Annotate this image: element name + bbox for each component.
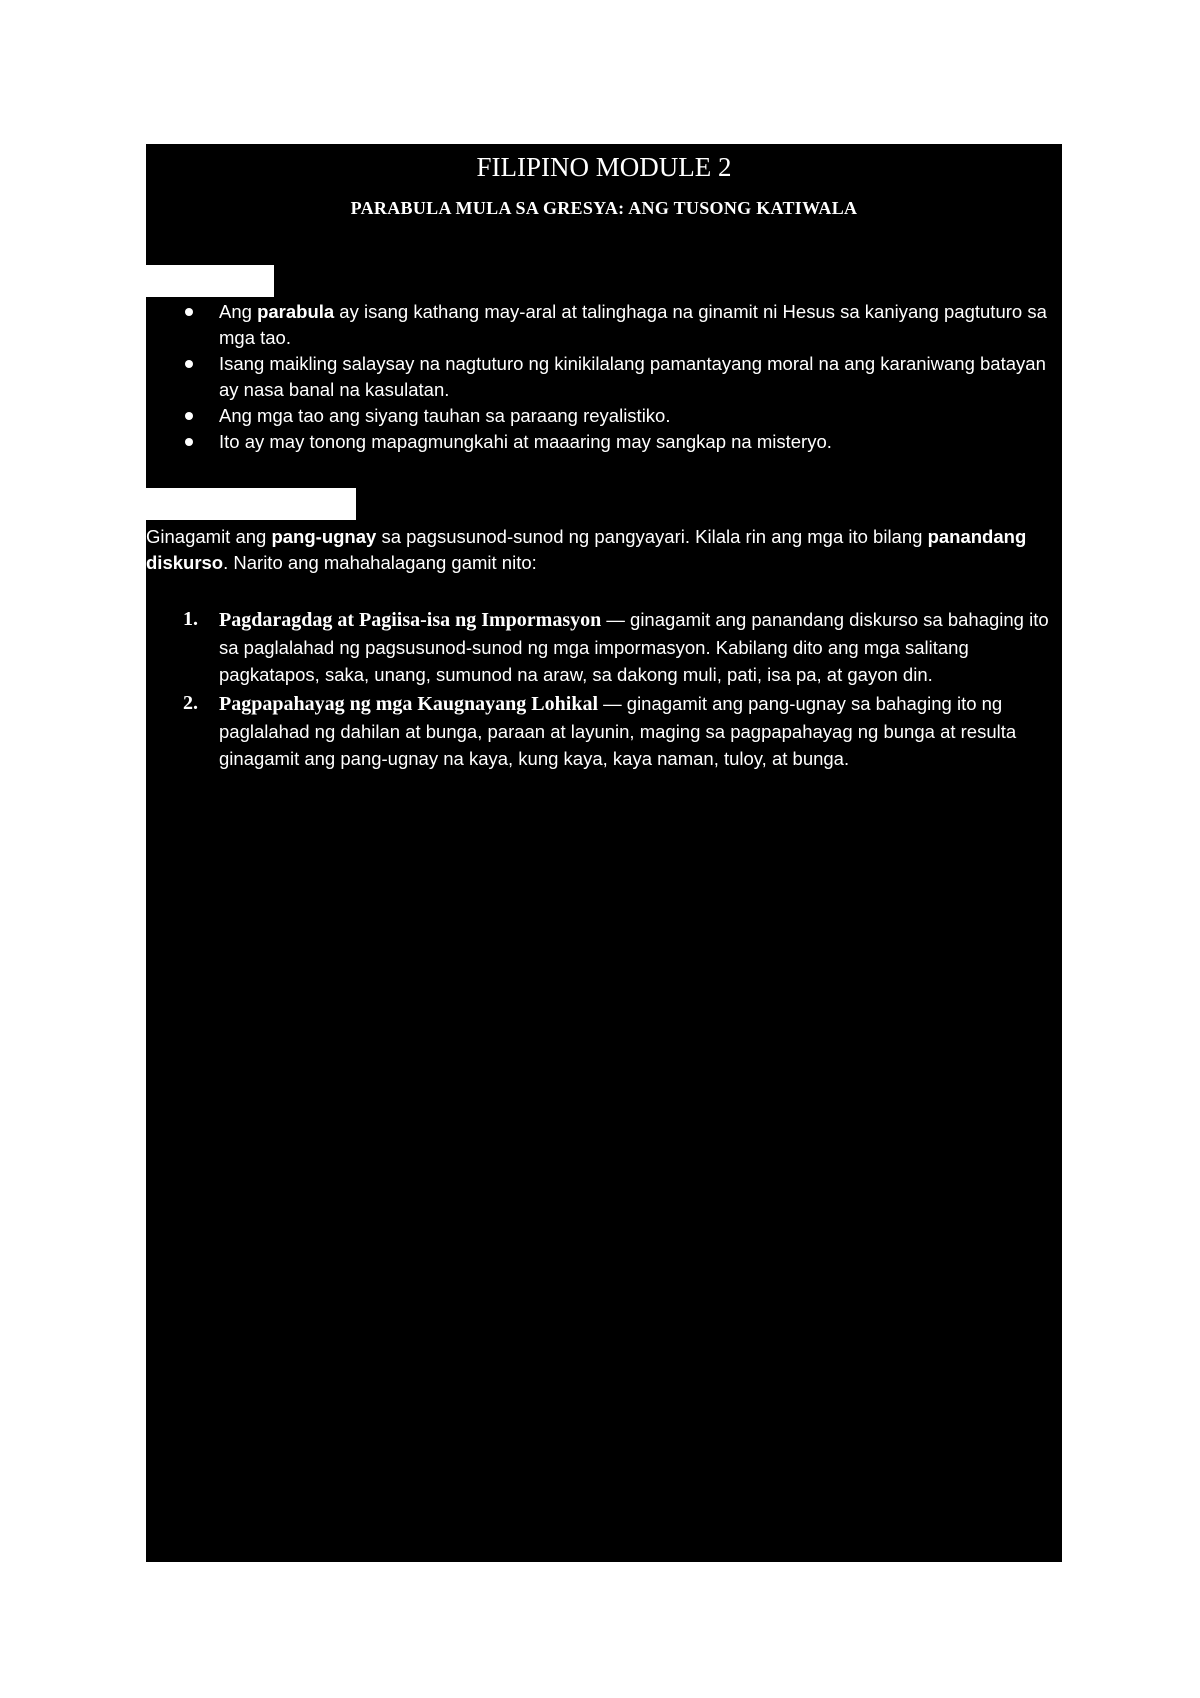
item-text: — ginagamit ang panandang diskurso sa bahaging ito sa paglalahad ng pagsusunod-sunod ng mga impormasyon. Kabilang dito ang mga salitang pagkatapos, saka, unang, sumunod na araw, sa dakong muli, pati, isa pa, at gayon din.: [219, 609, 1049, 685]
intro-bold2: panandang diskurso: [146, 526, 1027, 573]
bullet-icon: [185, 308, 193, 316]
list-item: [146, 299, 1062, 351]
document-title: FILIPINO MODULE 2: [476, 152, 732, 182]
list-item: [146, 690, 1062, 772]
item-number: 2.: [183, 692, 198, 714]
bullet-text-bold: parabula: [257, 301, 335, 322]
intro-part2: sa pagsusunod-sunod ng pangyayari. Kilala rin ang mga ito bilang: [376, 526, 928, 547]
intro-part3: . Narito ang mahahalagang gamit nito:: [223, 552, 537, 573]
redacted-heading-bar: [146, 488, 356, 520]
usage-list: [146, 606, 1062, 774]
bullet-text-pre: Ang mga tao ang siyang tauhan sa paraang reyalistiko.: [219, 405, 671, 426]
list-item: [146, 606, 1062, 688]
item-term: Pagpapahayag ng mga Kaugnayang Lohikal: [219, 693, 598, 715]
document-page: [146, 144, 1062, 1562]
redacted-heading-bar: [146, 265, 274, 297]
bullet-icon: [185, 412, 193, 420]
intro-part1: Ginagamit ang: [146, 526, 272, 547]
bullet-text-pre: Isang maikling salaysay na nagtuturo ng kinikilalang pamantayang moral na ang karaniwang batayan ay nasa banal na kasulatan.: [219, 353, 1046, 400]
definition-list: [146, 299, 1062, 455]
intro-bold1: pang-ugnay: [271, 526, 377, 547]
item-text: — ginagamit ang pang-ugnay sa bahaging ito ng paglalahad ng dahilan at bunga, paraan at layunin, maging sa pagpapahayag ng bunga at resulta ginagamit ang pang-ugnay na kaya, kung kaya, kaya naman, tuloy, at bunga.: [219, 693, 1017, 769]
bullet-text-post: ay isang kathang may-aral at talinghaga na ginamit ni Hesus sa kaniyang pagtuturo sa mga tao.: [219, 301, 1047, 348]
item-number: 1.: [183, 608, 198, 630]
list-item: [146, 429, 1062, 455]
item-term: Pagdaragdag at Pagiisa-isa ng Impormasyon: [219, 609, 602, 631]
bullet-icon: [185, 360, 193, 368]
intro-paragraph: [146, 524, 1046, 576]
bullet-text-pre: Ito ay may tonong mapagmungkahi at maaaring may sangkap na misteryo.: [219, 431, 832, 452]
list-item: [146, 403, 1062, 429]
document-subtitle: PARABULA MULA SA GRESYA: ANG TUSONG KATIWALA: [350, 198, 858, 218]
bullet-text-pre: Ang: [219, 301, 258, 322]
bullet-icon: [185, 438, 193, 446]
list-item: [146, 351, 1062, 403]
